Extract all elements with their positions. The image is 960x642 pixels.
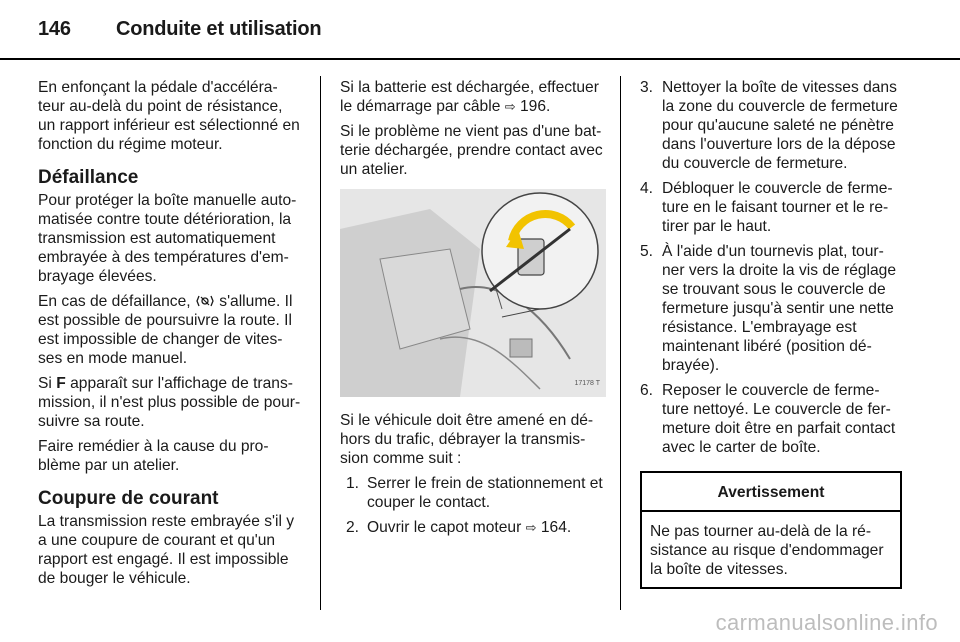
reference-arrow-icon: ⇨ <box>504 99 516 114</box>
step-text: Nettoyer la boîte de vitesses dans la zone du couvercle de fermeture pour qu'aucune saleté ne pénètre dans l'ouverture lors de la dépose du couvercle de fermeture. <box>662 79 898 172</box>
page-title: Conduite et utilisation <box>116 18 322 40</box>
section-heading-defaillance: Défaillance <box>38 167 139 188</box>
warning-title: Avertissement <box>642 473 900 512</box>
coupure-paragraph: La transmission reste embrayée s'il y a une coupure de courant et qu'un rapport est engagé. Il est impossible de bouger le véhicule. <box>38 513 295 587</box>
step-text: Serrer le frein de stationnement et couper le contact. <box>367 475 603 511</box>
defaillance-paragraph-1: Pour protéger la boîte manuelle auto-matisée contre toute détérioration, la transmission est automatiquement embrayée à des températures d'em-brayage élevées. <box>38 192 297 285</box>
reference-arrow-icon: ⇨ <box>525 520 537 535</box>
step-text: Ouvrir le capot moteur <box>367 519 522 536</box>
defaillance-paragraph-2 <box>38 292 304 368</box>
list-item <box>640 179 902 236</box>
column-divider-2 <box>620 76 621 610</box>
step-number: 6. <box>640 382 654 399</box>
clutch-warning-icon <box>195 294 215 308</box>
step-number: 3. <box>640 79 654 96</box>
steps-list-1 <box>340 474 606 537</box>
page-header <box>38 18 321 41</box>
column-2 <box>340 78 606 543</box>
column-divider-1 <box>320 76 321 610</box>
defaillance-paragraph-4: Faire remédier à la cause du pro-blème par un atelier. <box>38 438 269 474</box>
step-text: À l'aide d'un tournevis plat, tour-ner vers la droite la vis de réglage se trouvant sous le couvercle de fermeture jusqu'à sentir une nette résistance. L'embrayage est maintenant libéré (position dé-brayée). <box>662 243 897 374</box>
list-item <box>640 78 902 173</box>
list-item <box>340 518 606 537</box>
warning-body: Ne pas tourner au-delà de la ré-sistance au risque d'endommager la boîte de vitesses. <box>650 523 884 578</box>
warning-box <box>640 471 902 589</box>
defaillance-p3-rest: apparaît sur l'affichage de trans-mission, il n'est plus possible de pour-suivre sa route. <box>38 375 301 430</box>
transmission-letter-f: F <box>56 375 66 392</box>
steps-list-2 <box>640 78 902 457</box>
column-3 <box>640 78 902 589</box>
engine-bay-drawing <box>340 189 606 397</box>
intro-paragraph: En enfonçant la pédale d'accéléra-teur au-delà du point de résistance, un rapport inférieur est sélectionné en fonction du régime moteur. <box>38 79 300 153</box>
battery-paragraph <box>340 78 606 116</box>
defaillance-p2-before: En cas de défaillance, <box>38 293 191 310</box>
list-item <box>340 474 606 512</box>
step-number: 4. <box>640 180 654 197</box>
defaillance-p2-after: s'allume. Il est possible de poursuivre la route. Il est impossible de changer de vites-ses en mode manuel. <box>38 293 293 367</box>
step-page-ref: 164. <box>540 519 572 536</box>
step-text: Reposer le couvercle de ferme-ture nettoyé. Le couvercle de fer-meture doit être en parfait contact avec le carter de boîte. <box>662 382 896 456</box>
header-rule <box>0 58 960 60</box>
battery-page-ref: 196. <box>519 98 551 115</box>
page-number: 146 <box>38 18 71 40</box>
workshop-paragraph: Si le problème ne vient pas d'une bat-terie déchargée, prendre contact avec un atelier. <box>340 123 603 178</box>
battery-text: Si la batterie est déchargée, effectuer le démarrage par câble <box>340 79 599 115</box>
towing-paragraph: Si le véhicule doit être amené en dé-hors du trafic, débrayer la transmis-sion comme suit : <box>340 412 594 467</box>
defaillance-p3-prefix: Si <box>38 375 52 392</box>
engine-bay-illustration <box>340 189 606 397</box>
list-item <box>640 381 902 457</box>
step-number: 2. <box>346 519 360 536</box>
watermark: carmanualsonline.info <box>715 610 938 635</box>
step-text: Débloquer le couvercle de ferme-ture en le faisant tourner et le re-tirer par le haut. <box>662 180 893 235</box>
section-heading-coupure: Coupure de courant <box>38 488 219 509</box>
step-number: 1. <box>346 475 360 492</box>
defaillance-paragraph-3 <box>38 374 304 431</box>
list-item <box>640 242 902 375</box>
figure-label: 17178 T <box>574 380 600 387</box>
column-1 <box>38 78 304 594</box>
step-number: 5. <box>640 243 654 260</box>
